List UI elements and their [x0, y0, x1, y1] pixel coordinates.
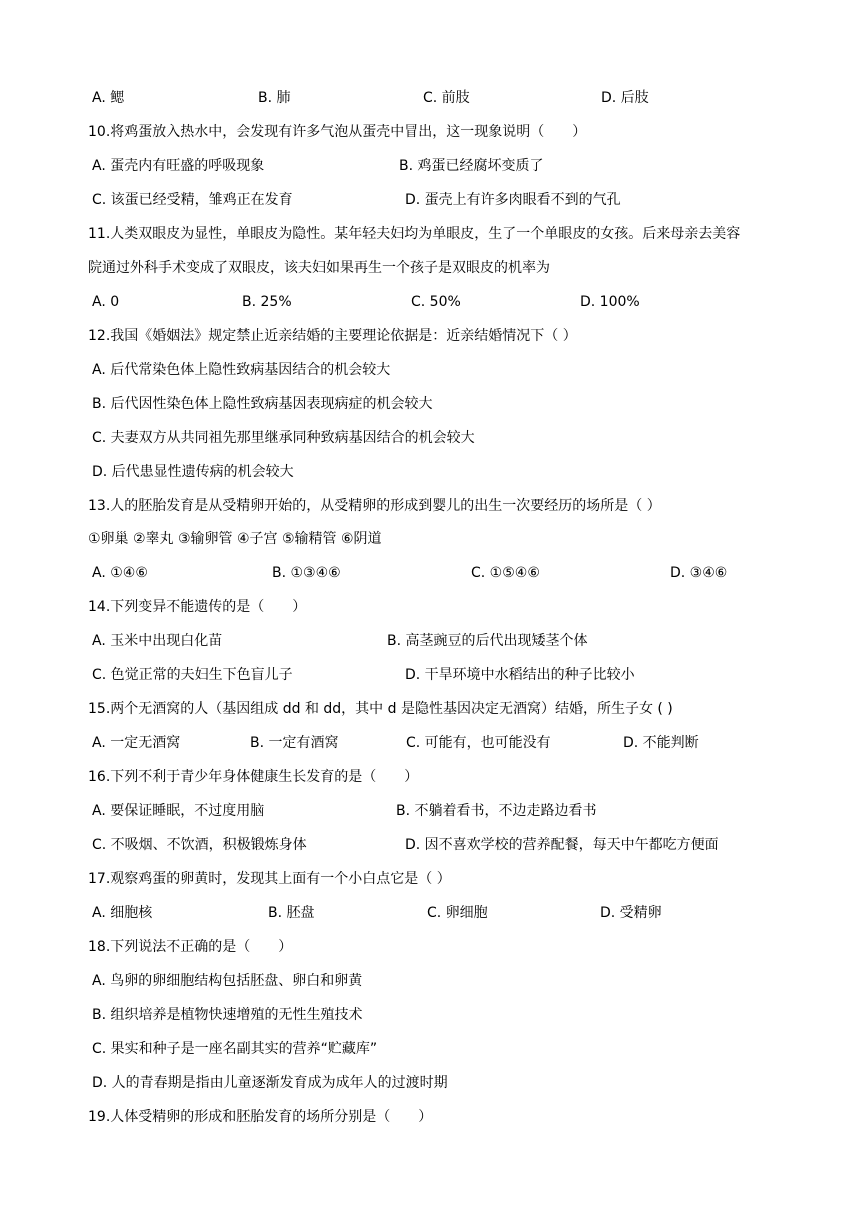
option-b[interactable]: B. 肺 — [258, 90, 291, 106]
q9-options — [0, 88, 860, 108]
option-c[interactable]: C. 不吸烟、不饮酒，积极锻炼身体 — [92, 837, 307, 853]
option-d[interactable]: D. ③④⑥ — [670, 565, 728, 581]
q11-options — [0, 292, 860, 312]
option-c[interactable]: C. 夫妻双方从共同祖先那里继承同种致病基因结合的机会较大 — [92, 430, 475, 446]
option-b[interactable]: B. 一定有酒窝 — [250, 735, 339, 751]
q15-options — [0, 733, 860, 753]
q16-options-row2 — [0, 835, 860, 855]
option-c[interactable]: C. ①⑤④⑥ — [471, 565, 540, 581]
option-d[interactable]: D. 干旱环境中水稻结出的种子比较小 — [405, 667, 635, 683]
option-a[interactable]: A. 要保证睡眠，不过度用脑 — [92, 803, 265, 819]
question-16: 16.下列不利于青少年身体健康生长发育的是（ ） — [88, 769, 419, 785]
option-d[interactable]: D. 蛋壳上有许多肉眼看不到的气孔 — [405, 192, 621, 208]
option-b[interactable]: B. 高茎豌豆的后代出现矮茎个体 — [387, 633, 588, 649]
option-b[interactable]: B. 不躺着看书，不边走路边看书 — [396, 803, 597, 819]
question-13: 13.人的胚胎发育是从受精卵开始的，从受精卵的形成到婴儿的出生一次要经历的场所是（ ） — [88, 498, 661, 514]
option-c[interactable]: C. 前肢 — [423, 90, 470, 106]
option-c[interactable]: C. 该蛋已经受精，雏鸡正在发育 — [92, 192, 293, 208]
option-a[interactable]: A. 鸟卵的卵细胞结构包括胚盘、卵白和卵黄 — [92, 973, 363, 989]
option-a[interactable]: A. 后代常染色体上隐性致病基因结合的机会较大 — [92, 362, 391, 378]
q14-options-row1 — [0, 631, 860, 651]
q17-options — [0, 903, 860, 923]
option-d[interactable]: D. 不能判断 — [623, 735, 699, 751]
option-d[interactable]: D. 100% — [580, 294, 640, 310]
option-a[interactable]: A. 一定无酒窝 — [92, 735, 181, 751]
option-b[interactable]: B. 25% — [242, 294, 292, 310]
option-d[interactable]: D. 后代患显性遗传病的机会较大 — [92, 464, 294, 480]
option-a[interactable]: A. 鳃 — [92, 90, 125, 106]
question-12: 12.我国《婚姻法》规定禁止近亲结婚的主要理论依据是：近亲结婚情况下（ ） — [88, 328, 577, 344]
question-14: 14.下列变异不能遗传的是（ ） — [88, 599, 307, 615]
option-d[interactable]: D. 人的青春期是指由儿童逐渐发育成为成年人的过渡时期 — [92, 1075, 448, 1091]
q14-options-row2 — [0, 665, 860, 685]
option-c[interactable]: C. 色觉正常的夫妇生下色盲儿子 — [92, 667, 293, 683]
question-15: 15.两个无酒窝的人（基因组成 dd 和 dd，其中 d 是隐性基因决定无酒窝）结婚，所生子女 ( ) — [88, 701, 673, 717]
option-a[interactable]: A. 0 — [92, 294, 120, 310]
q16-options-row1 — [0, 801, 860, 821]
option-b[interactable]: B. 胚盘 — [268, 905, 315, 921]
option-b[interactable]: B. ①③④⑥ — [272, 565, 341, 581]
option-d[interactable]: D. 受精卵 — [600, 905, 662, 921]
option-d[interactable]: D. 后肢 — [601, 90, 649, 106]
option-b[interactable]: B. 组织培养是植物快速增殖的无性生殖技术 — [92, 1007, 363, 1023]
q13-options — [0, 563, 860, 583]
option-a[interactable]: A. 蛋壳内有旺盛的呼吸现象 — [92, 158, 265, 174]
option-c[interactable]: C. 果实和种子是一座名副其实的营养“贮藏库” — [92, 1041, 378, 1057]
question-11-line2: 院通过外科手术变成了双眼皮，该夫妇如果再生一个孩子是双眼皮的机率为 — [88, 260, 550, 276]
option-c[interactable]: C. 可能有，也可能没有 — [406, 735, 551, 751]
question-10: 10.将鸡蛋放入热水中，会发现有许多气泡从蛋壳中冒出，这一现象说明（ ） — [88, 124, 587, 140]
option-a[interactable]: A. 细胞核 — [92, 905, 153, 921]
option-b[interactable]: B. 鸡蛋已经腐坏变质了 — [399, 158, 544, 174]
option-c[interactable]: C. 卵细胞 — [427, 905, 488, 921]
question-11-line1: 11.人类双眼皮为显性，单眼皮为隐性。某年轻夫妇均为单眼皮，生了一个单眼皮的女孩。后来母亲去美容 — [88, 226, 741, 242]
option-a[interactable]: A. 玉米中出现白化苗 — [92, 633, 223, 649]
q10-options-row2 — [0, 190, 860, 210]
option-c[interactable]: C. 50% — [411, 294, 461, 310]
question-18: 18.下列说法不正确的是（ ） — [88, 939, 293, 955]
option-d[interactable]: D. 因不喜欢学校的营养配餐，每天中午都吃方便面 — [405, 837, 719, 853]
option-b[interactable]: B. 后代因性染色体上隐性致病基因表现病症的机会较大 — [92, 396, 433, 412]
question-13-items: ①卵巢 ②睾丸 ③输卵管 ④子宫 ⑤输精管 ⑥阴道 — [88, 531, 382, 547]
option-a[interactable]: A. ①④⑥ — [92, 565, 148, 581]
question-19: 19.人体受精卵的形成和胚胎发育的场所分别是（ ） — [88, 1109, 433, 1125]
q10-options-row1 — [0, 156, 860, 176]
question-17: 17.观察鸡蛋的卵黄时，发现其上面有一个小白点它是（ ） — [88, 871, 451, 887]
